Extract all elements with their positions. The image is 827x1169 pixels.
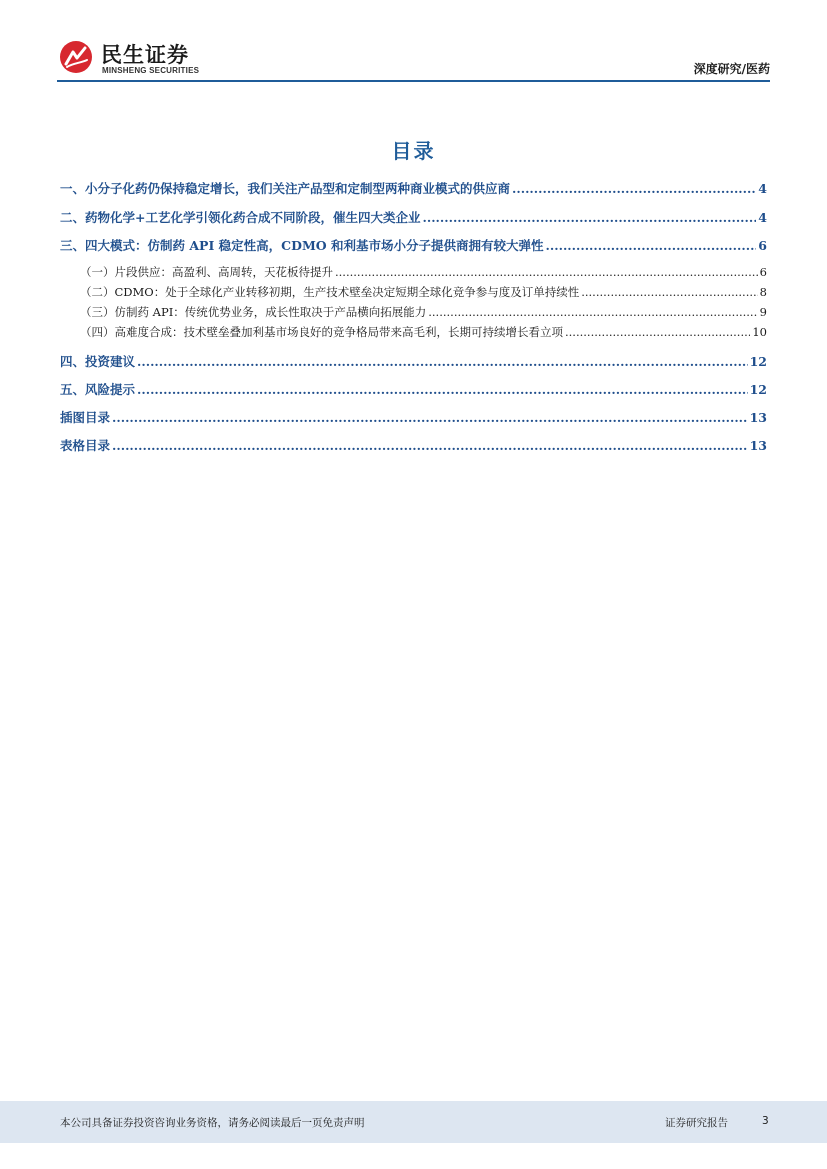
minsheng-logo-icon	[59, 40, 93, 74]
brand-name-cn: 民生证券	[101, 43, 189, 67]
toc-leader	[112, 410, 748, 425]
toc-entry-page: 12	[749, 354, 767, 369]
toc-leader	[581, 285, 757, 299]
toc-entry[interactable]	[60, 408, 767, 426]
toc-entry[interactable]	[60, 352, 767, 370]
toc-entry-text: 插图目录	[60, 410, 111, 425]
footer-doc-type: 证券研究报告	[665, 1117, 728, 1129]
toc-entry[interactable]	[60, 436, 767, 454]
header-divider	[57, 80, 770, 82]
toc-subentry[interactable]	[60, 264, 767, 280]
page-footer	[0, 1101, 827, 1143]
toc-entry-page: 6	[758, 238, 767, 253]
toc-title: 目录	[391, 139, 436, 163]
toc-subentry[interactable]	[60, 324, 767, 340]
toc-leader	[422, 210, 756, 225]
toc-entry-text: （一）片段供应：高盈利、高周转，天花板待提升	[80, 265, 333, 279]
toc-entry-text: 一、小分子化药仍保持稳定增长，我们关注产品型和定制型两种商业模式的供应商	[60, 181, 511, 196]
toc-entry-text: （二）CDMO：处于全球化产业转移初期，生产技术壁垒决定短期全球化竞争参与度及订单持续性	[80, 285, 580, 299]
toc-entry-text: 三、四大模式：仿制药 API 稳定性高，CDMO 和利基市场小分子提供商拥有较大弹性	[60, 238, 544, 253]
toc-entry-page: 4	[758, 210, 767, 225]
brand-logo	[57, 38, 207, 78]
toc-leader	[137, 382, 748, 397]
toc-entry-page: 6	[759, 265, 767, 279]
toc-entry-text: 四、投资建议	[60, 354, 136, 369]
page-header	[57, 38, 770, 82]
toc-entry-page: 9	[759, 305, 767, 319]
toc-entry[interactable]	[60, 179, 767, 197]
toc-leader	[335, 265, 758, 279]
toc-leader	[137, 354, 748, 369]
toc-entry-page: 10	[752, 325, 767, 339]
toc-entry-page: 13	[749, 410, 767, 425]
toc-entry-text: 二、药物化学+工艺化学引领化药合成不同阶段，催生四大类企业	[60, 210, 421, 225]
toc-entry-page: 12	[749, 382, 767, 397]
toc-entry-page: 13	[749, 438, 767, 453]
page-number: 3	[762, 1115, 769, 1127]
toc-leader	[112, 438, 748, 453]
brand-name-en: MINSHENG SECURITIES	[102, 66, 200, 75]
toc-entry[interactable]	[60, 236, 767, 254]
toc-leader	[512, 181, 756, 196]
toc-entry-page: 8	[759, 285, 767, 299]
toc-entry[interactable]	[60, 208, 767, 226]
toc-leader	[546, 238, 757, 253]
report-section-label: 深度研究/医药	[693, 62, 770, 76]
toc-leader	[428, 305, 757, 319]
toc-entry-text: 表格目录	[60, 438, 111, 453]
toc-leader	[565, 325, 750, 339]
toc-subentry[interactable]	[60, 304, 767, 320]
toc-entry-text: 五、风险提示	[60, 382, 136, 397]
footer-disclaimer: 本公司具备证券投资咨询业务资格，请务必阅读最后一页免责声明	[60, 1117, 365, 1129]
toc-entry[interactable]	[60, 380, 767, 398]
toc-subentry[interactable]	[60, 284, 767, 300]
toc-entry-page: 4	[758, 181, 767, 196]
toc-entry-text: （三）仿制药 API：传统优势业务，成长性取决于产品横向拓展能力	[80, 305, 427, 319]
toc-entry-text: （四）高难度合成：技术壁垒叠加利基市场良好的竞争格局带来高毛利，长期可持续增长看立项	[80, 325, 563, 339]
